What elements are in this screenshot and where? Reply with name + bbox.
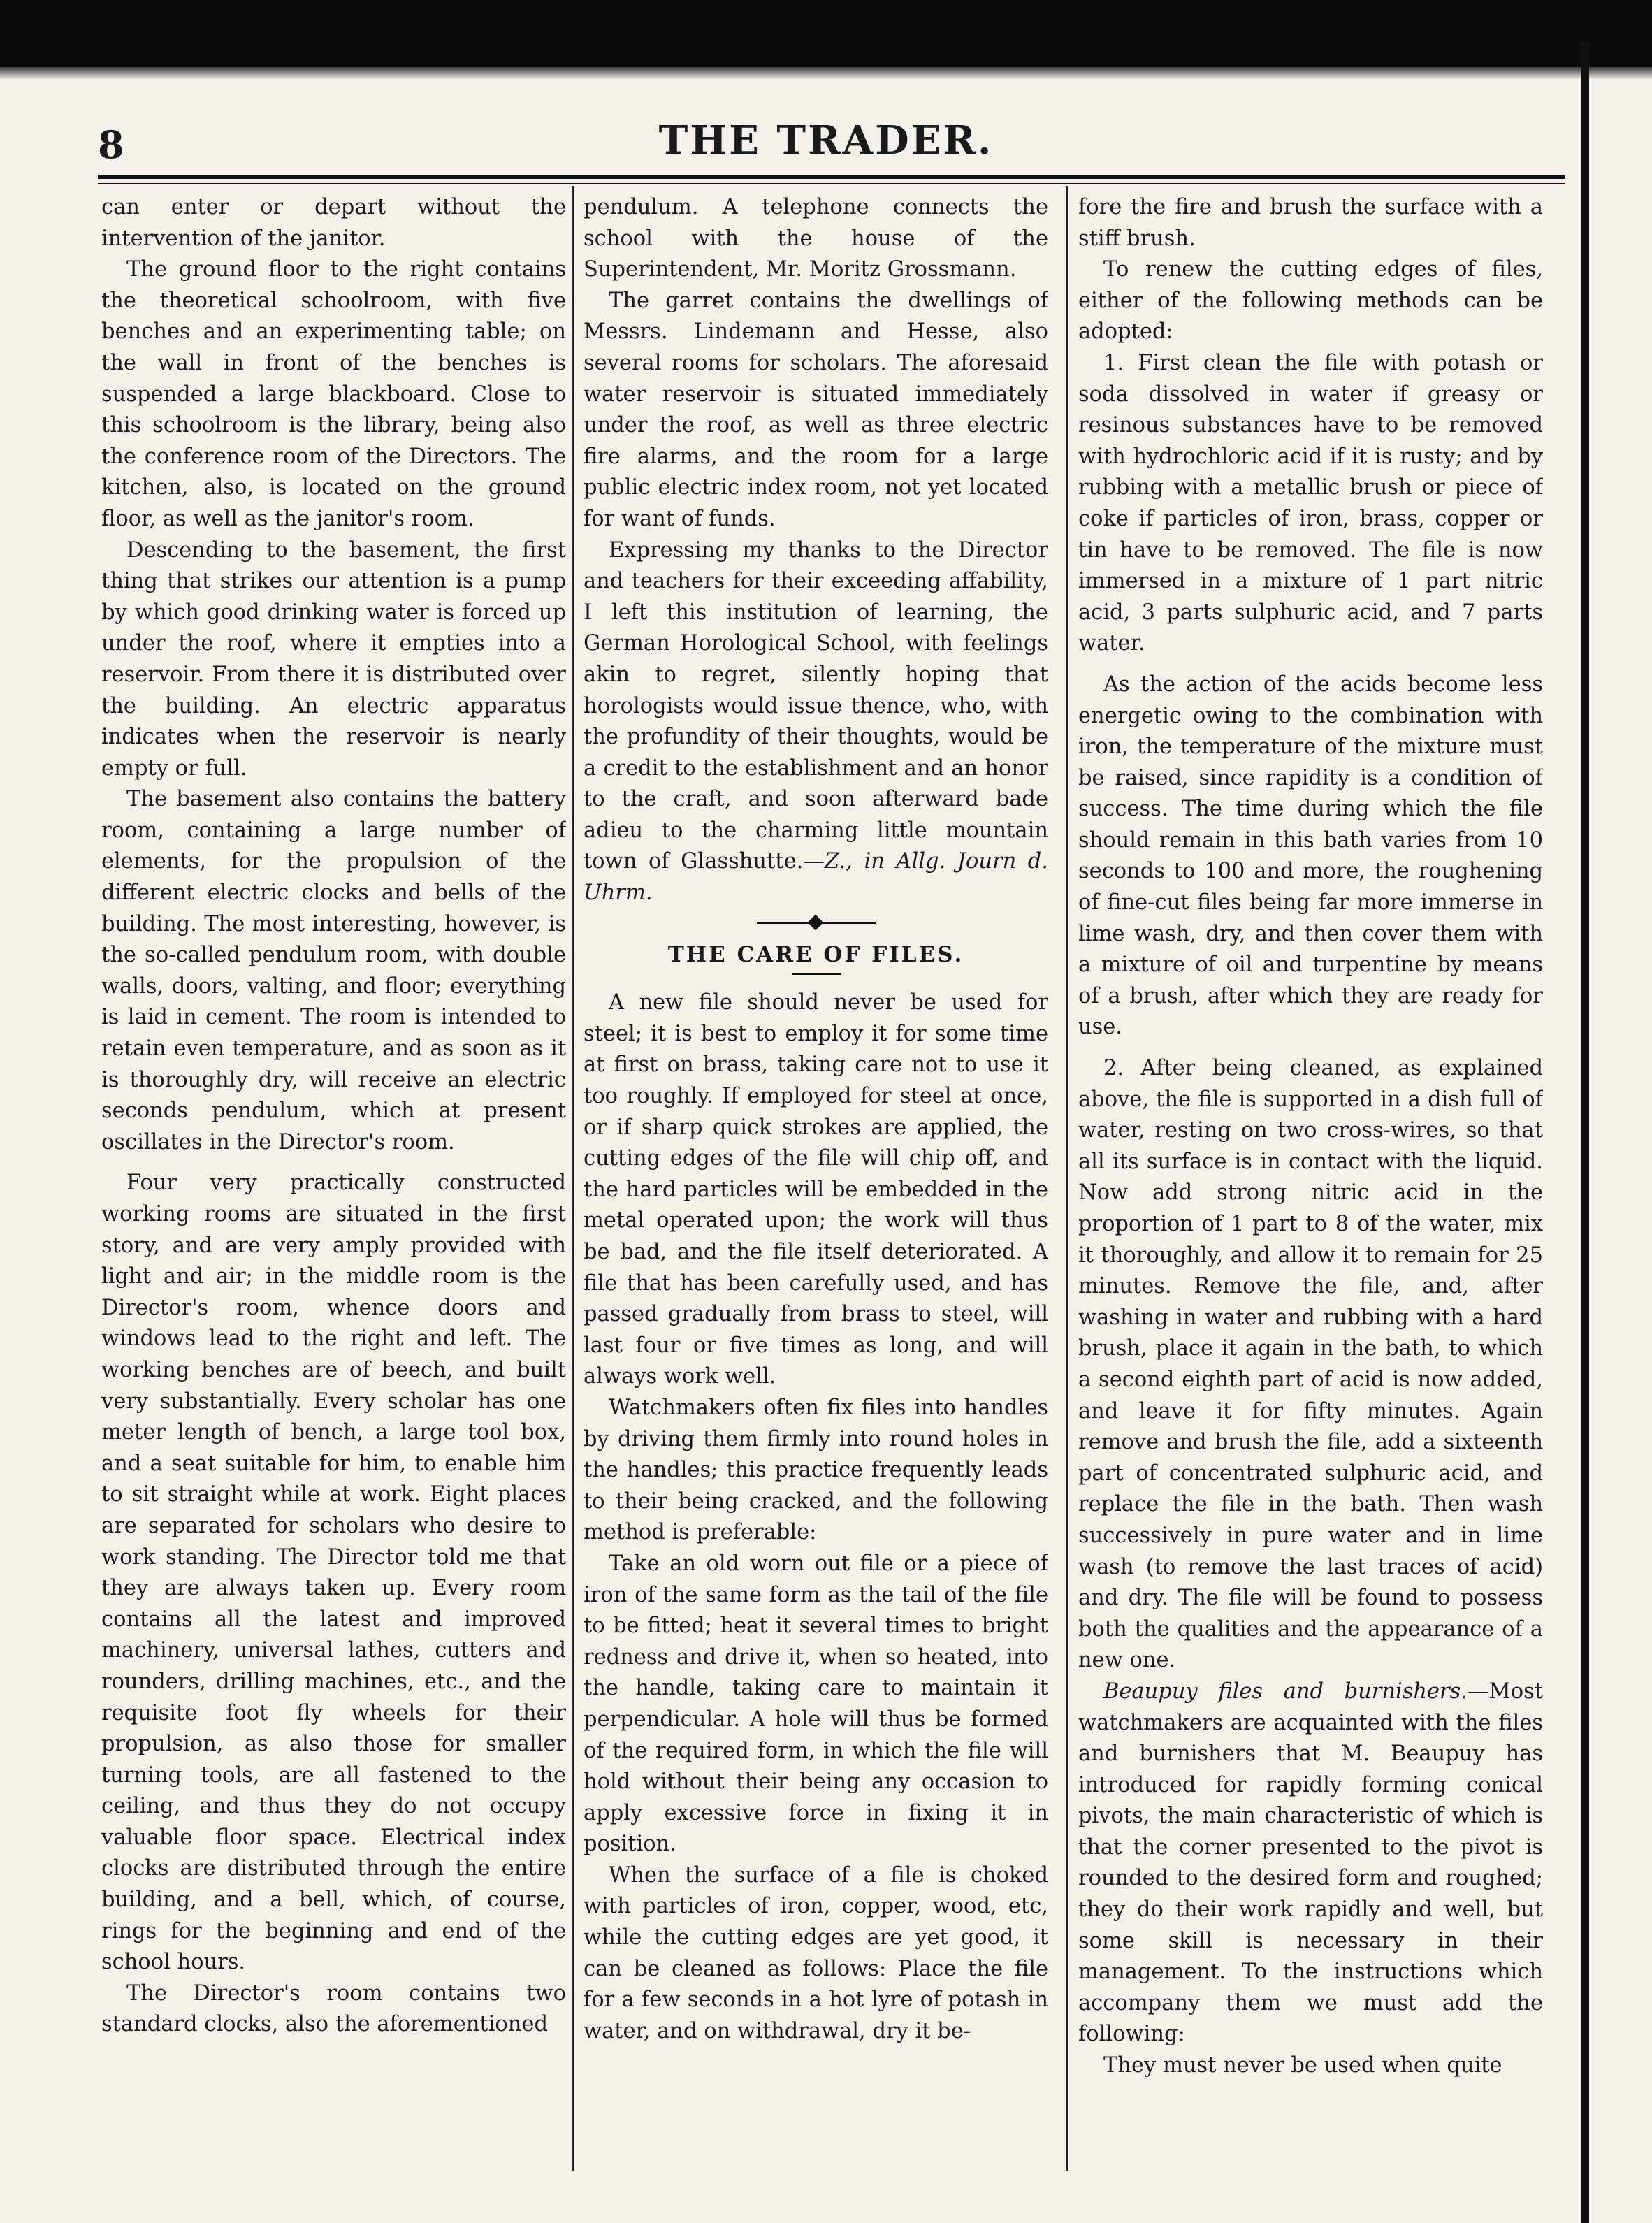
- paragraph: [1078, 1677, 1543, 2050]
- paragraph: They must never be used when quite: [1103, 2053, 1502, 2078]
- paragraph-text: —Most watchmakers are acquainted with the files and burnishers that M. Beaupuy has introduced for rapidly forming conical pivots, the main characteristic of which is that the corner presented to the pivot is rounded to the desired form and roughed; they do their work rapidly and well, but some skill is necessary in their management. To the instructions which accompany them we must add the following:: [1078, 1679, 1543, 2047]
- paragraph: The Director's room contains two standard clocks, also the aforementioned: [101, 1981, 566, 2037]
- paragraph: Four very practically constructed working rooms are situated in the first story, and are very amply provided with light and air; in the middle room is the Director's room, whence doors and windows lead to the right and left. The working benches are of beech, and built very substantially. Every scholar has one meter length of bench, a large tool box, and a seat suitable for him, to enable him to sit straight while at work. Eight places are separated for scholars who desire to work standing. The Director told me that they are always taken up. Every room contains all the latest and improved machinery, universal lathes, cutters and rounders, drilling machines, etc., and the requisite foot fly wheels for their propulsion, as also those for smaller turning tools, are all fastened to the ceiling, and thus they do not occupy valuable floor space. Electrical index clocks are distributed through the entire building, and a bell, which, of course, rings for the beginning and end of the school hours.: [101, 1171, 566, 1975]
- paragraph: Take an old worn out file or a piece of iron of the same form as the tail of the file to be fitted; heat it several times to bright redness and drive it, when so heated, into the handle, taking care to maintain it perpendicular. A hole will thus be formed of the required form, in which the file will hold without their being any occasion to apply excessive force in fixing it in position.: [584, 1551, 1048, 1857]
- heading-underline: [792, 973, 841, 975]
- paragraph: can enter or depart without the intervention of the janitor.: [101, 195, 566, 251]
- paragraph-text: Expressing my thanks to the Director and teachers for their exceeding affability, I left this institution of learning, the German Horological School, with feelings akin to regret, silently hoping that horologists would issue thence, who, with the profundity of their thoughts, would be a credit to the establishment and an honor to the craft, and soon afterward bade adieu to the charming little mountain town of Glasshutte.—: [584, 537, 1048, 874]
- paragraph: 2. After being cleaned, as explained above, the file is supported in a dish full of water, resting on two cross-wires, so that all its surface is in contact with the liquid. Now add strong nitric acid in the proportion of 1 part to 8 of the water, mix it thoroughly, and allow it to remain for 25 minutes. Remove the file, and, after washing in water and rubbing with a hard brush, place it again in the bath, to which a second eighth part of acid is now added, and leave it for fifty minutes. Again remove and brush the file, add a sixteenth part of concentrated sulphuric acid, and replace the file in the bath. Then wash successively in pure water and in lime wash (to remove the last traces of acid) and dry. The file will be found to possess both the qualities and the appearance of a new one.: [1078, 1056, 1543, 1673]
- paragraph: Watchmakers often fix files into handles by driving them firmly into round holes in the handles; this practice frequently leads to their being cracked, and the following method is preferable:: [584, 1395, 1048, 1545]
- paragraph: fore the fire and brush the surface with a stiff brush.: [1078, 195, 1543, 251]
- subsection-lead: Beaupuy files and burnishers.: [1103, 1679, 1468, 1704]
- header-rule-thick: [98, 175, 1565, 179]
- page-right-border: [1581, 42, 1589, 2223]
- section-heading: THE CARE OF FILES.: [667, 941, 964, 967]
- section-ornament: [757, 922, 876, 924]
- paragraph: The garret contains the dwellings of Messrs. Lindemann and Hesse, also several rooms for scholars. The aforesaid water reservoir is situated immediately under the roof, as well as three electric fire alarms, and the room for a large public electric index room, not yet located for want of funds.: [584, 288, 1048, 531]
- paragraph: pendulum. A telephone connects the school with the house of the Superintendent, Mr. Moritz Grossmann.: [584, 195, 1048, 282]
- article-column-2: [584, 192, 1048, 2205]
- article-column-1: [101, 192, 566, 2205]
- scan-dark-band: [0, 0, 1652, 67]
- paragraph: To renew the cutting edges of files, either of the following methods can be adopted:: [1078, 257, 1543, 345]
- paragraph: As the action of the acids become less energetic owing to the combination with iron, the temperature of the mixture must be raised, since rapidity is a condition of success. The time during which the file should remain in this bath varies from 10 seconds to 100 and more, the roughening of fine-cut files being far more immerse in lime wash, dry, and then cover them with a mixture of oil and turpentine by means of a brush, after which they are ready for use.: [1078, 672, 1543, 1040]
- article-column-3: [1078, 192, 1543, 2205]
- source-citation: Z., in Allg. Journ d. Uhrm.: [584, 849, 1048, 906]
- paragraph: [584, 535, 1048, 909]
- column-divider-1: [572, 186, 574, 2171]
- paragraph: The ground floor to the right contains the theoretical schoolroom, with five benches and an experimenting table; on the wall in front of the benches is suspended a large blackboard. Close to this schoolroom is the library, being also the conference room of the Directors. The kitchen, also, is located on the ground floor, as well as the janitor's room.: [101, 257, 566, 531]
- masthead-title: THE TRADER.: [658, 117, 994, 164]
- paragraph: Descending to the basement, the first thing that strikes our attention is a pump by which good drinking water is forced up under the roof, where it empties into a reservoir. From there it is distributed over the building. An electric apparatus indicates when the reservoir is nearly empty or full.: [101, 537, 566, 781]
- paragraph: 1. First clean the file with potash or soda dissolved in water if greasy or resinous substances have to be removed with hydrochloric acid if it is rusty; and by rubbing with a metallic brush or piece of coke if particles of iron, brass, copper or tin have to be removed. The file is now immersed in a mixture of 1 part nitric acid, 3 parts sulphuric acid, and 7 parts water.: [1078, 350, 1543, 656]
- scan-band-shadow: [0, 67, 1652, 80]
- paragraph: The basement also contains the battery room, containing a large number of elements, for the propulsion of the different electric clocks and bells of the building. The most interesting, however, is the so-called pendulum room, with double walls, doors, valting, and floor; everything is laid in cement. The room is intended to retain even temperature, and as soon as it is thoroughly dry, will receive an electric seconds pendulum, which at present oscillates in the Director's room.: [101, 787, 566, 1154]
- column-divider-2: [1066, 186, 1068, 2171]
- page-number: 8: [98, 122, 125, 167]
- paragraph: When the surface of a file is choked with particles of iron, copper, wood, etc, while the cutting edges are yet good, it can be cleaned as follows: Place the file for a few seconds in a hot lyre of potash in water, and on withdrawal, dry it be-: [584, 1862, 1048, 2043]
- header-rule-thin: [98, 183, 1565, 184]
- paragraph: A new file should never be used for steel; it is best to employ it for some time at first on brass, taking care not to use it too roughly. If employed for steel at once, or if sharp quick strokes are applied, the cutting edges of the file will chip off, and the hard particles will be embedded in the metal operated upon; the work will thus be bad, and the file itself deteriorated. A file that has been carefully used, and has passed gradually from brass to steel, will last four or five times as long, and will always work well.: [584, 990, 1048, 1389]
